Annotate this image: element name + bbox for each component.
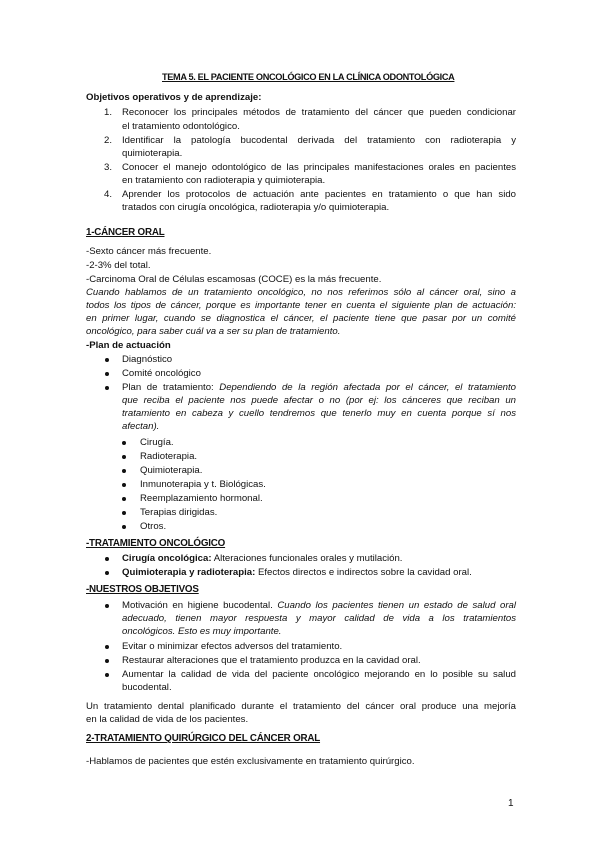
objective-number: 2. — [104, 135, 113, 146]
objective-text: Identificar la patología bucodental derivada del tratamiento con radioterapia y — [122, 135, 516, 146]
bullet-icon — [105, 645, 109, 649]
italic-paragraph-line: todos los tipos de cáncer, porque es importante tener en cuenta el siguiente plan de actuación: — [86, 300, 516, 311]
plan-item-treatment — [122, 382, 516, 394]
plan-treatment-text: tratamiento en cabeza y cuello tendremos que tenerlo muy en cuenta porque sí nos — [122, 408, 516, 419]
bullet-icon — [122, 525, 126, 529]
italic-paragraph-line: oncológico, para saber cuál va a ser su plan de tratamiento. — [86, 326, 341, 337]
goal-item: bucodental. — [122, 682, 172, 693]
objective-number: 1. — [104, 107, 113, 118]
bullet-icon — [122, 511, 126, 515]
objective-text: quimioterapia. — [122, 148, 183, 159]
summary-line: en la calidad de vida de los pacientes. — [86, 714, 249, 725]
plan-item: Diagnóstico — [122, 354, 173, 365]
italic-paragraph-line: en primer lugar, cuando se diagnostica el cáncer, el paciente tiene que pasar por un comité — [86, 313, 516, 324]
treatment-item: Terapias dirigidas. — [140, 507, 218, 518]
bullet-icon — [105, 673, 109, 677]
treatment-item: Inmunoterapia y t. Biológicas. — [140, 479, 266, 490]
section-heading-nuestros-objetivos: -NUESTROS OBJETIVOS — [86, 584, 199, 595]
treatment-item: Otros. — [140, 521, 167, 532]
surgical-line: -Hablamos de pacientes que estén exclusivamente en tratamiento quirúrgico. — [86, 756, 415, 767]
page-number: 1 — [508, 798, 514, 809]
objective-number: 4. — [104, 189, 113, 200]
italic-paragraph-line: Cuando hablamos de un tratamiento oncológico, no nos referimos sólo al cáncer oral, sino a — [86, 287, 516, 298]
summary-line: Un tratamiento dental planificado durante el tratamiento del cáncer oral produce una mejoría — [86, 701, 516, 712]
plan-heading: -Plan de actuación — [86, 340, 171, 351]
treatment-item: Cirugía. — [140, 437, 174, 448]
objective-text: Reconocer los principales métodos de tratamiento del cáncer que pueden condicionar — [122, 107, 516, 118]
objective-text: Conocer el manejo odontológico de las principales manifestaciones orales en pacientes — [122, 162, 516, 173]
fact-line: -2-3% del total. — [86, 260, 151, 271]
goal-item: Evitar o minimizar efectos adversos del tratamiento. — [122, 641, 343, 652]
section-heading-cancer-oral: 1-CÁNCER ORAL — [86, 227, 165, 238]
bullet-icon — [105, 372, 109, 376]
bullet-icon — [105, 571, 109, 575]
bullet-icon — [122, 469, 126, 473]
plan-item: Comité oncológico — [122, 368, 201, 379]
bullet-icon — [122, 483, 126, 487]
goal-italic-text: adecuado, tienen mayor respuesta y mayor calidad de vida a los tratamientos — [122, 613, 516, 624]
objective-number: 3. — [104, 162, 113, 173]
bullet-icon — [122, 497, 126, 501]
objective-text: tratados con cirugía oncológica, radioterapia y/o quimioterapia. — [122, 202, 390, 213]
treatment-item: Radioterapia. — [140, 451, 198, 462]
oncologic-treatment-item — [122, 553, 402, 565]
bullet-icon — [105, 659, 109, 663]
fact-line: -Carcinoma Oral de Células escamosas (COCE) es la más frecuente. — [86, 274, 382, 285]
bullet-icon — [122, 455, 126, 459]
goal-italic-text: oncológicos. Esto es muy importante. — [122, 626, 282, 637]
objective-text: en tratamiento con radioterapia y quimioterapia. — [122, 175, 326, 186]
oncologic-treatment-item — [122, 567, 472, 579]
objective-text: Aprender los protocolos de actuación ante pacientes en tratamiento o que han sido — [122, 189, 516, 200]
plan-treatment-label: Plan de tratamiento: — [122, 382, 220, 393]
item-text: Alteraciones funcionales orales y mutilación. — [211, 553, 403, 564]
goal-italic-text: Cuando los pacientes tienen un estado de salud oral — [277, 600, 516, 611]
goal-text: Motivación en higiene bucodental. — [122, 600, 278, 611]
bullet-icon — [105, 386, 109, 390]
objective-text: el tratamiento odontológico. — [122, 121, 240, 132]
item-label: Cirugía oncológica: — [122, 553, 212, 564]
bullet-icon — [122, 441, 126, 445]
plan-treatment-text: que reciba el paciente nos puede afectar o no (por ej: los cánceres que reciban un — [122, 395, 516, 406]
section-heading-tratamiento-oncologico: -TRATAMIENTO ONCOLÓGICO — [86, 538, 226, 549]
goal-item: Restaurar alteraciones que el tratamiento produzca en la cavidad oral. — [122, 655, 421, 666]
goal-item: Aumentar la calidad de vida del paciente oncológico mejorando en lo posible su salud — [122, 669, 516, 680]
item-label: Quimioterapia y radioterapia: — [122, 567, 256, 578]
item-text: Efectos directos e indirectos sobre la cavidad oral. — [255, 567, 472, 578]
plan-treatment-text: afectan). — [122, 421, 160, 432]
bullet-icon — [105, 557, 109, 561]
objectives-heading: Objetivos operativos y de aprendizaje: — [86, 92, 262, 103]
treatment-item: Quimioterapia. — [140, 465, 203, 476]
bullet-icon — [105, 604, 109, 608]
document-title: TEMA 5. EL PACIENTE ONCOLÓGICO EN LA CLÍNICA ODONTOLÓGICA — [162, 72, 455, 82]
treatment-item: Reemplazamiento hormonal. — [140, 493, 263, 504]
plan-treatment-text: Dependiendo de la región afectada por el cáncer, el tratamiento — [219, 382, 516, 393]
bullet-icon — [105, 358, 109, 362]
fact-line: -Sexto cáncer más frecuente. — [86, 246, 212, 257]
goal-item — [122, 600, 516, 612]
section-heading-tratamiento-quirurgico: 2-TRATAMIENTO QUIRÚRGICO DEL CÁNCER ORAL — [86, 733, 321, 744]
